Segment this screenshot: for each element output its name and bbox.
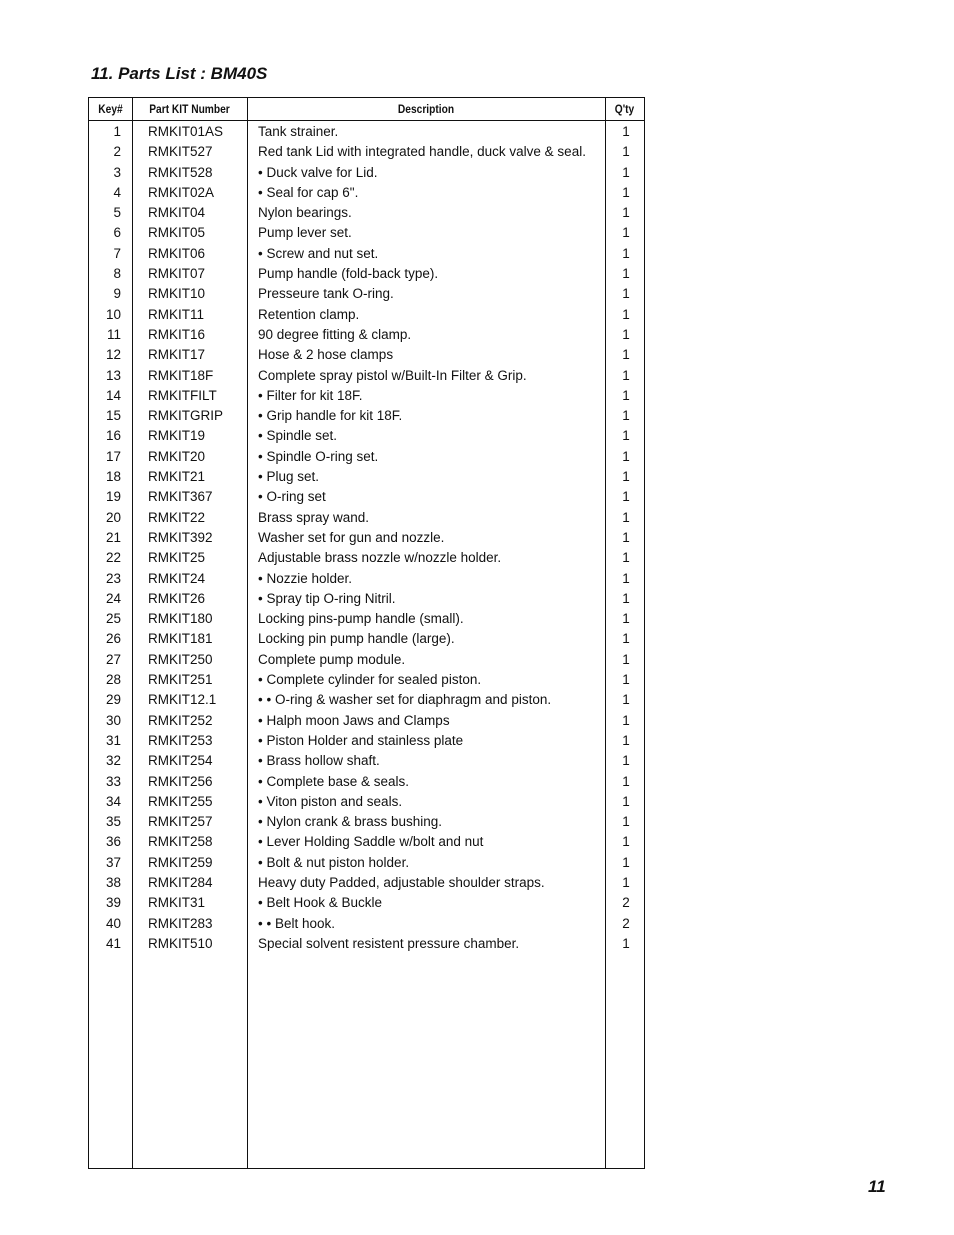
row-qty: 1 bbox=[622, 631, 630, 647]
row-description: • Piston Holder and stainless plate bbox=[258, 732, 464, 748]
row-part-number: RMKIT11 bbox=[148, 306, 205, 322]
row-part-number: RMKIT31 bbox=[148, 895, 206, 911]
table-row bbox=[89, 406, 644, 426]
table-row bbox=[89, 366, 644, 386]
row-qty: 1 bbox=[622, 408, 630, 424]
row-part-number: RMKIT258 bbox=[148, 834, 213, 850]
row-part-number: RMKIT257 bbox=[148, 814, 213, 830]
row-description: • Seal for cap 6". bbox=[258, 184, 359, 200]
table-row bbox=[89, 650, 644, 670]
row-qty: 1 bbox=[622, 672, 630, 688]
row-key: 13 bbox=[105, 367, 121, 383]
row-part-number: RMKIT18F bbox=[148, 367, 214, 383]
table-row bbox=[89, 122, 644, 142]
row-key: 16 bbox=[105, 428, 121, 444]
row-part-number: RMKIT251 bbox=[148, 672, 213, 688]
row-qty: 1 bbox=[622, 367, 630, 383]
table-row bbox=[89, 812, 644, 832]
table-row bbox=[89, 853, 644, 873]
row-description: • Spindle set. bbox=[258, 428, 338, 444]
row-key: 14 bbox=[105, 387, 121, 403]
row-part-number: RMKIT252 bbox=[148, 712, 213, 728]
row-qty: 1 bbox=[622, 550, 630, 566]
row-description: • Brass hollow shaft. bbox=[258, 753, 380, 769]
row-key: 7 bbox=[113, 245, 121, 261]
table-row bbox=[89, 528, 644, 548]
row-key: 27 bbox=[105, 651, 121, 667]
row-qty: 1 bbox=[622, 793, 630, 809]
row-qty: 1 bbox=[622, 935, 630, 951]
row-part-number: RMKIT255 bbox=[148, 793, 213, 809]
row-key: 36 bbox=[105, 834, 121, 850]
table-row bbox=[89, 183, 644, 203]
row-part-number: RMKIT528 bbox=[148, 164, 213, 180]
row-key: 8 bbox=[113, 266, 121, 282]
header-part-kit-number: Part KIT Number bbox=[149, 102, 230, 116]
row-key: 9 bbox=[113, 286, 121, 302]
row-description: • Complete base & seals. bbox=[258, 773, 410, 789]
row-description: • Grip handle for kit 18F. bbox=[258, 408, 403, 424]
row-key: 23 bbox=[105, 570, 121, 586]
table-row bbox=[89, 163, 644, 183]
row-part-number: RMKIT16 bbox=[148, 326, 206, 342]
row-part-number: RMKIT527 bbox=[148, 144, 213, 160]
row-part-number: RMKIT259 bbox=[148, 854, 213, 870]
table-row bbox=[89, 832, 644, 852]
header-key: Key# bbox=[98, 102, 123, 116]
row-description: Complete pump module. bbox=[258, 651, 406, 667]
row-key: 34 bbox=[105, 793, 121, 809]
row-qty: 1 bbox=[622, 286, 630, 302]
table-row bbox=[89, 670, 644, 690]
row-key: 12 bbox=[105, 347, 121, 363]
row-part-number: RMKIT06 bbox=[148, 245, 206, 261]
row-description: Pump lever set. bbox=[258, 225, 352, 241]
row-key: 10 bbox=[105, 306, 121, 322]
row-description: • • Belt hook. bbox=[258, 915, 335, 931]
header-qty: Q'ty bbox=[614, 102, 635, 116]
row-qty: 1 bbox=[622, 529, 630, 545]
row-key: 28 bbox=[105, 672, 121, 688]
table-row bbox=[89, 548, 644, 568]
row-qty: 1 bbox=[622, 611, 630, 627]
row-key: 2 bbox=[113, 144, 121, 160]
row-part-number: RMKIT256 bbox=[148, 773, 213, 789]
table-row bbox=[89, 345, 644, 365]
row-part-number: RMKIT10 bbox=[148, 286, 206, 302]
row-qty: 1 bbox=[622, 428, 630, 444]
row-qty: 1 bbox=[622, 266, 630, 282]
row-qty: 2 bbox=[622, 915, 630, 931]
row-qty: 1 bbox=[622, 469, 630, 485]
row-qty: 1 bbox=[622, 753, 630, 769]
row-qty: 1 bbox=[622, 509, 630, 525]
row-qty: 1 bbox=[622, 489, 630, 505]
row-part-number: RMKIT17 bbox=[148, 347, 206, 363]
row-qty: 1 bbox=[622, 570, 630, 586]
table-row bbox=[89, 609, 644, 629]
row-key: 37 bbox=[105, 854, 121, 870]
parts-table bbox=[88, 97, 645, 1169]
table-row bbox=[89, 244, 644, 264]
table-row bbox=[89, 893, 644, 913]
row-key: 24 bbox=[105, 590, 121, 606]
table-row bbox=[89, 934, 644, 954]
row-description: Adjustable brass nozzle w/nozzle holder. bbox=[258, 550, 502, 566]
table-row bbox=[89, 690, 644, 710]
row-key: 33 bbox=[105, 773, 121, 789]
row-qty: 1 bbox=[622, 874, 630, 890]
row-part-number: RMKIT07 bbox=[148, 266, 206, 282]
row-part-number: RMKIT26 bbox=[148, 590, 206, 606]
row-key: 6 bbox=[113, 225, 121, 241]
row-description: Special solvent resistent pressure chamber. bbox=[258, 935, 520, 951]
header-description: Description bbox=[397, 102, 455, 116]
row-description: • Plug set. bbox=[258, 469, 320, 485]
row-description: • Belt Hook & Buckle bbox=[258, 895, 383, 911]
row-qty: 1 bbox=[622, 590, 630, 606]
table-row bbox=[89, 914, 644, 934]
row-qty: 2 bbox=[622, 895, 630, 911]
row-qty: 1 bbox=[622, 306, 630, 322]
row-qty: 1 bbox=[622, 164, 630, 180]
table-row bbox=[89, 629, 644, 649]
row-qty: 1 bbox=[622, 225, 630, 241]
table-row bbox=[89, 589, 644, 609]
row-description: • Complete cylinder for sealed piston. bbox=[258, 672, 482, 688]
row-part-number: RMKIT22 bbox=[148, 509, 206, 525]
table-header bbox=[89, 98, 644, 121]
row-key: 32 bbox=[105, 753, 121, 769]
row-description: • Screw and nut set. bbox=[258, 245, 379, 261]
page-title: 11. Parts List : BM40S bbox=[91, 64, 268, 83]
row-description: • Filter for kit 18F. bbox=[258, 387, 363, 403]
row-key: 40 bbox=[105, 915, 121, 931]
table-row bbox=[89, 711, 644, 731]
row-key: 26 bbox=[105, 631, 121, 647]
row-qty: 1 bbox=[622, 692, 630, 708]
row-description: Tank strainer. bbox=[258, 124, 339, 139]
row-qty: 1 bbox=[622, 651, 630, 667]
row-qty: 1 bbox=[622, 814, 630, 830]
table-body bbox=[89, 122, 644, 954]
row-part-number: RMKIT20 bbox=[148, 448, 206, 464]
table-row bbox=[89, 223, 644, 243]
row-description: Locking pins-pump handle (small). bbox=[258, 611, 464, 627]
row-key: 22 bbox=[105, 550, 121, 566]
row-key: 19 bbox=[105, 489, 121, 505]
row-key: 20 bbox=[105, 509, 121, 525]
row-part-number: RMKIT250 bbox=[148, 651, 213, 667]
row-description: Red tank Lid with integrated handle, duck valve & seal. bbox=[258, 144, 586, 160]
row-key: 25 bbox=[105, 611, 121, 627]
row-description: Nylon bearings. bbox=[258, 205, 352, 221]
table-row bbox=[89, 325, 644, 345]
row-description: • Spindle O-ring set. bbox=[258, 448, 379, 464]
row-part-number: RMKIT253 bbox=[148, 732, 213, 748]
row-qty: 1 bbox=[622, 245, 630, 261]
row-description: 90 degree fitting & clamp. bbox=[258, 326, 412, 342]
row-key: 11 bbox=[106, 326, 121, 342]
row-description: • Nozzie holder. bbox=[258, 570, 353, 586]
row-description: Heavy duty Padded, adjustable shoulder straps. bbox=[258, 874, 545, 890]
row-key: 4 bbox=[113, 184, 121, 200]
row-qty: 1 bbox=[622, 732, 630, 748]
row-key: 3 bbox=[113, 164, 121, 180]
row-part-number: RMKIT284 bbox=[148, 874, 213, 890]
table-row bbox=[89, 284, 644, 304]
row-part-number: RMKIT283 bbox=[148, 915, 213, 931]
table-row bbox=[89, 792, 644, 812]
table-row bbox=[89, 772, 644, 792]
row-qty: 1 bbox=[622, 387, 630, 403]
row-qty: 1 bbox=[622, 854, 630, 870]
row-description: • Lever Holding Saddle w/bolt and nut bbox=[258, 834, 484, 850]
row-key: 21 bbox=[105, 529, 121, 545]
page-number: 11 bbox=[868, 1177, 886, 1196]
row-description: Retention clamp. bbox=[258, 306, 360, 322]
row-description: • Nylon crank & brass bushing. bbox=[258, 814, 443, 830]
row-part-number: RMKIT180 bbox=[148, 611, 213, 627]
row-qty: 1 bbox=[622, 144, 630, 160]
table-row bbox=[89, 467, 644, 487]
row-description: • O-ring set bbox=[258, 489, 326, 505]
row-qty: 1 bbox=[622, 205, 630, 221]
table-row bbox=[89, 487, 644, 507]
row-key: 15 bbox=[105, 408, 121, 424]
table-row bbox=[89, 264, 644, 284]
row-description: • Duck valve for Lid. bbox=[258, 164, 378, 180]
table-row bbox=[89, 873, 644, 893]
row-part-number: RMKIT25 bbox=[148, 550, 206, 566]
row-qty: 1 bbox=[622, 347, 630, 363]
table-row bbox=[89, 203, 644, 223]
row-key: 31 bbox=[105, 732, 121, 748]
row-qty: 1 bbox=[622, 184, 630, 200]
row-key: 18 bbox=[105, 469, 121, 485]
row-qty: 1 bbox=[622, 773, 630, 789]
row-part-number: RMKIT01AS bbox=[148, 124, 224, 139]
row-key: 39 bbox=[105, 895, 121, 911]
row-qty: 1 bbox=[622, 834, 630, 850]
row-part-number: RMKIT05 bbox=[148, 225, 206, 241]
row-part-number: RMKIT392 bbox=[148, 529, 213, 545]
row-key: 29 bbox=[105, 692, 121, 708]
row-key: 5 bbox=[113, 205, 121, 221]
row-part-number: RMKIT04 bbox=[148, 205, 206, 221]
row-part-number: RMKIT510 bbox=[148, 935, 213, 951]
table-row bbox=[89, 508, 644, 528]
row-part-number: RMKIT12.1 bbox=[148, 692, 217, 708]
table-row bbox=[89, 426, 644, 446]
row-part-number: RMKITGRIP bbox=[148, 408, 224, 424]
row-key: 38 bbox=[105, 874, 121, 890]
table-row bbox=[89, 305, 644, 325]
row-description: • Viton piston and seals. bbox=[258, 793, 403, 809]
row-key: 17 bbox=[105, 448, 121, 464]
row-qty: 1 bbox=[622, 712, 630, 728]
row-description: Hose & 2 hose clamps bbox=[258, 347, 394, 363]
row-part-number: RMKIT254 bbox=[148, 753, 213, 769]
row-part-number: RMKITFILT bbox=[148, 387, 217, 403]
row-key: 35 bbox=[105, 814, 121, 830]
row-description: • Halph moon Jaws and Clamps bbox=[258, 712, 450, 728]
table-row bbox=[89, 386, 644, 406]
row-part-number: RMKIT367 bbox=[148, 489, 213, 505]
table-row bbox=[89, 142, 644, 162]
row-part-number: RMKIT181 bbox=[148, 631, 213, 647]
row-key: 30 bbox=[105, 712, 121, 728]
row-qty: 1 bbox=[622, 326, 630, 342]
table-row bbox=[89, 569, 644, 589]
row-description: • • O-ring & washer set for diaphragm and piston. bbox=[258, 692, 552, 708]
row-description: Locking pin pump handle (large). bbox=[258, 631, 455, 647]
row-description: • Spray tip O-ring Nitril. bbox=[258, 590, 396, 606]
row-description: • Bolt & nut piston holder. bbox=[258, 854, 410, 870]
table-row bbox=[89, 447, 644, 467]
row-part-number: RMKIT21 bbox=[148, 469, 206, 485]
row-description: Brass spray wand. bbox=[258, 509, 370, 525]
row-qty: 1 bbox=[622, 124, 630, 139]
row-key: 1 bbox=[113, 124, 121, 139]
row-part-number: RMKIT24 bbox=[148, 570, 206, 586]
table-row bbox=[89, 751, 644, 771]
row-key: 41 bbox=[105, 935, 121, 951]
table-row bbox=[89, 731, 644, 751]
row-description: Washer set for gun and nozzle. bbox=[258, 529, 445, 545]
row-description: Complete spray pistol w/Built-In Filter & Grip. bbox=[258, 367, 527, 383]
row-description: Presseure tank O-ring. bbox=[258, 286, 394, 302]
row-qty: 1 bbox=[622, 448, 630, 464]
row-part-number: RMKIT02A bbox=[148, 184, 215, 200]
row-description: Pump handle (fold-back type). bbox=[258, 266, 439, 282]
row-part-number: RMKIT19 bbox=[148, 428, 206, 444]
